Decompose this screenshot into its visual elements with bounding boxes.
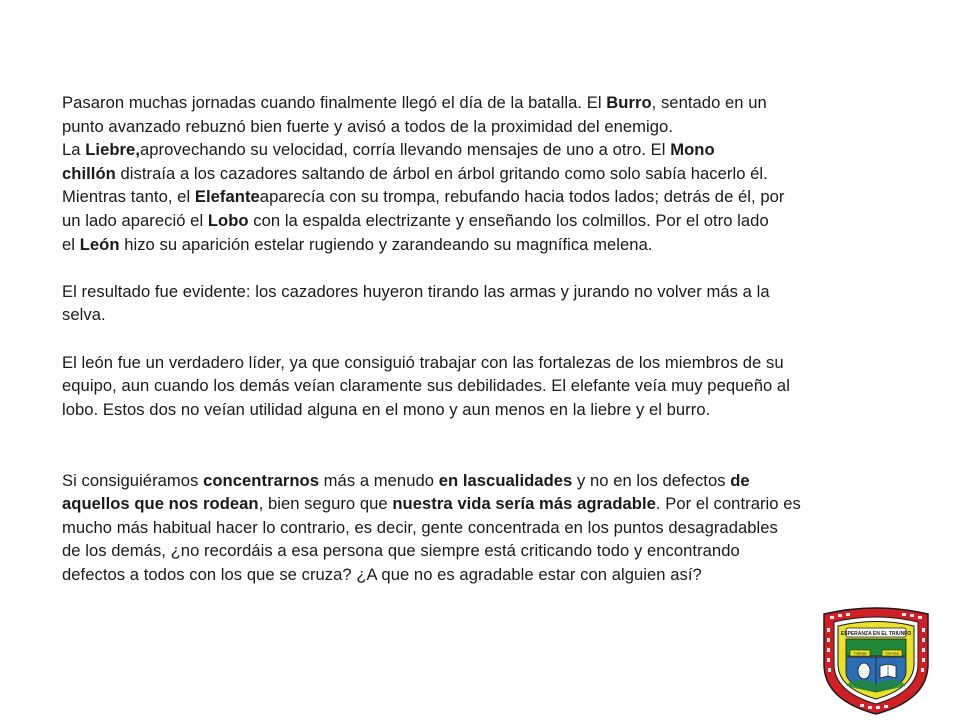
text-line: El resultado fue evidente: los cazadores huyeron tirando las armas y jurando no volver más a la: [62, 281, 770, 301]
school-emblem-icon: [816, 604, 936, 716]
text-line: mucho más habitual hacer lo contrario, es decir, gente concentrada en los puntos desagradables: [62, 517, 778, 537]
emblem-motto: ESPERANZA EN EL TRIUNFO: [840, 631, 912, 637]
dove-icon: [858, 663, 870, 679]
paragraph-leader: [62, 351, 904, 422]
paragraph-gap: [62, 421, 904, 445]
paragraph-gap: [62, 256, 904, 280]
svg-text:Trabajo: Trabajo: [853, 650, 867, 656]
paragraph-battle: [62, 91, 904, 256]
keyword-elefante: Elefante: [194, 187, 260, 207]
text-line: Mientras tanto, el Elefanteaparecía con su trompa, rebufando hacia todos lados; detrás de él, por: [62, 187, 785, 207]
text-line: equipo, aun cuando los demás veían claramente sus debilidades. El elefante veía muy pequeño al: [62, 376, 790, 396]
text-line: Pasaron muchas jornadas cuando finalmente llegó el día de la batalla. El Burro, sentado en un: [62, 93, 767, 112]
keyword-mono: Mono: [670, 140, 715, 160]
paragraph-moral: [62, 469, 904, 587]
text-line: de los demás, ¿no recordáis a esa persona que siempre está criticando todo y encontrando: [62, 541, 740, 561]
keyword-rodean: aquellos que nos rodean: [62, 494, 259, 514]
keyword-de: de: [730, 470, 750, 490]
text-line: chillón distraía a los cazadores saltando de árbol en árbol gritando como solo sabía hacerlo él.: [62, 163, 768, 183]
text-line: defectos a todos con los que se cruza? ¿A que no es agradable estar con alguien así?: [62, 564, 702, 584]
keyword-liebre: Liebre,: [85, 140, 140, 160]
text-line: aquellos que nos rodean, bien seguro que nuestra vida sería más agradable. Por el contrario es: [62, 494, 801, 514]
svg-text:Ciencia: Ciencia: [885, 650, 899, 656]
slide-text: [62, 91, 904, 586]
text-line: selva.: [62, 305, 106, 325]
keyword-burro: Burro: [606, 93, 652, 112]
keyword-leon: León: [79, 234, 120, 254]
keyword-cualidades: en lascualidades: [438, 470, 573, 490]
paragraph-gap: [62, 445, 904, 469]
keyword-concentrarnos: concentrarnos: [203, 470, 320, 490]
text-line: Si consiguiéramos concentrarnos más a menudo en lascualidades y no en los defectos de: [62, 470, 750, 490]
text-line: El león fue un verdadero líder, ya que consiguió trabajar con las fortalezas de los miembros de su: [62, 352, 784, 372]
text-line: el León hizo su aparición estelar rugiendo y zarandeando su magnífica melena.: [62, 234, 653, 254]
keyword-chillon: chillón: [62, 163, 116, 183]
text-line: un lado apareció el Lobo con la espalda electrizante y enseñando los colmillos. Por el otro lado: [62, 210, 769, 230]
paragraph-result: [62, 280, 904, 327]
text-line: punto avanzado rebuznó bien fuerte y avisó a todos de la proximidad del enemigo.: [62, 116, 673, 136]
paragraph-gap: [62, 327, 904, 351]
text-line: lobo. Estos dos no veían utilidad alguna en el mono y aun menos en la liebre y el burro.: [62, 399, 711, 419]
keyword-lobo: Lobo: [207, 210, 249, 230]
keyword-vida-agradable: nuestra vida sería más agradable: [392, 494, 656, 514]
text-line: La Liebre,aprovechando su velocidad, corría llevando mensajes de uno a otro. El Mono: [62, 140, 715, 160]
